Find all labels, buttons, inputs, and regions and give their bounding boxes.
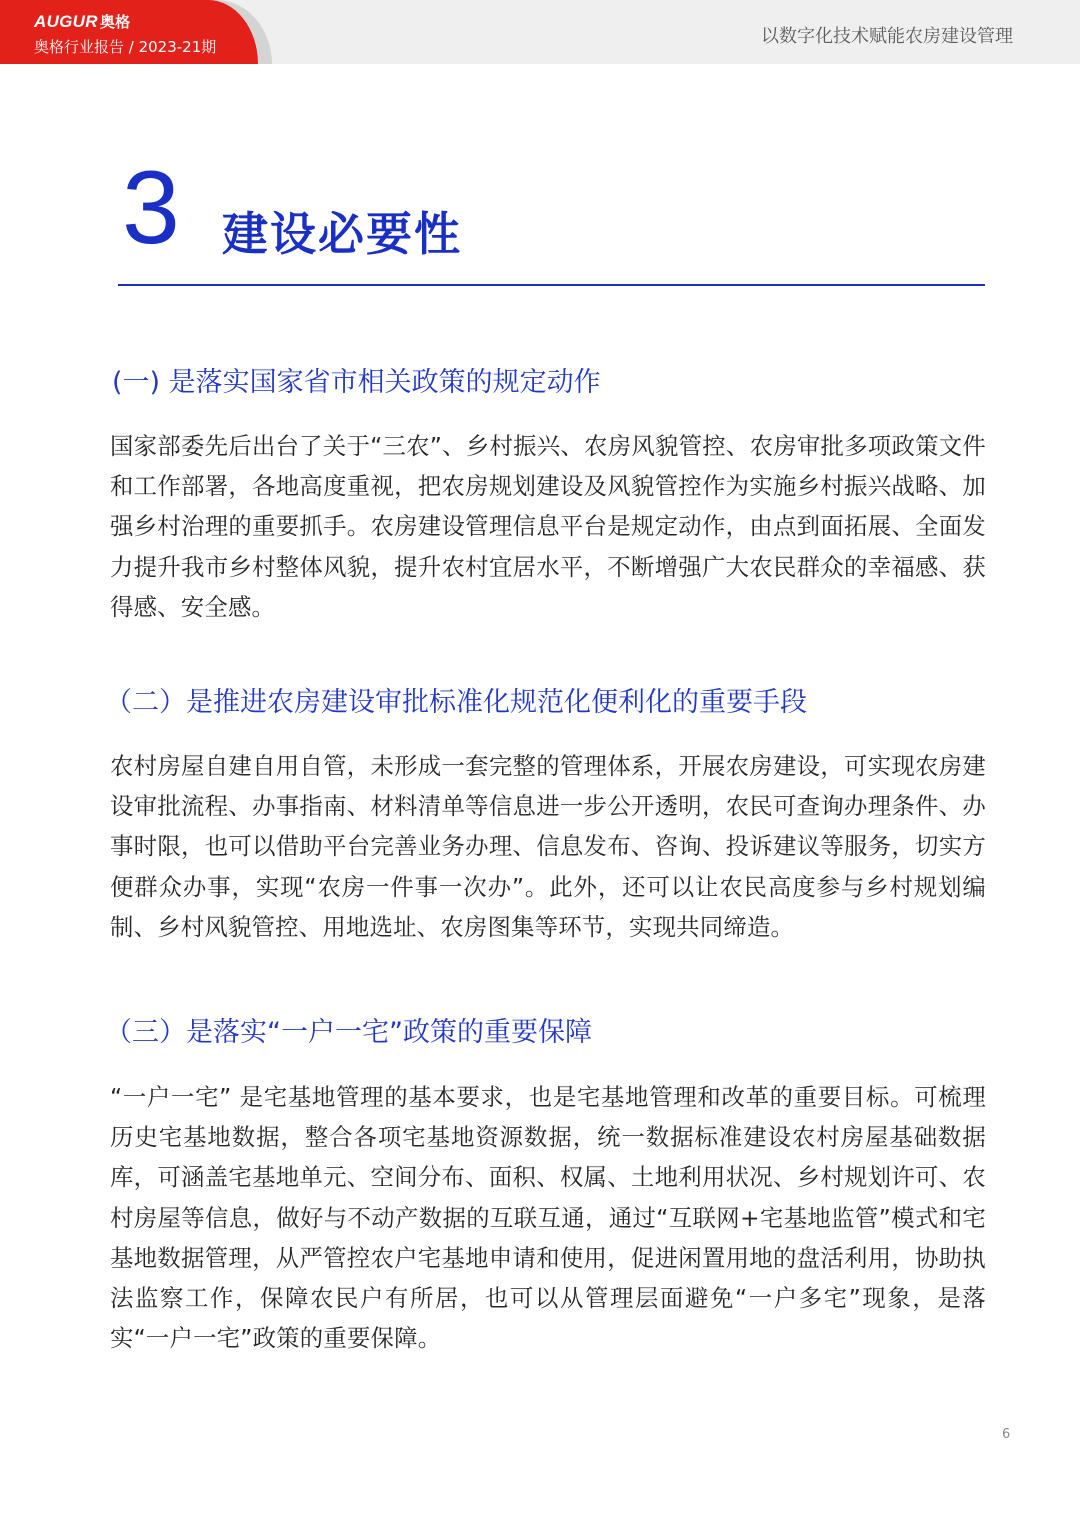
section-heading-2: （二）是推进农房建设审批标准化规范化便利化的重要手段 xyxy=(105,687,807,718)
chapter-title: 建设必要性 xyxy=(222,207,462,261)
document-title: 以数字化技术赋能农房建设管理 xyxy=(761,26,1013,47)
chapter-number: 3 xyxy=(122,150,180,266)
brand-logo-text: AUGUR xyxy=(34,12,98,31)
chapter-divider xyxy=(118,284,985,286)
brand-logo xyxy=(34,11,130,32)
page-header xyxy=(0,0,1080,64)
section-body-3: “一户一宅” 是宅基地管理的基本要求，也是宅基地管理和改革的重要目标。可梳理历史宅基地数据，整合各项宅基地资源数据，统一数据标准建设农村房屋基础数据库，可涵盖宅基地单元、空间分布、面积、权属、土地利用状况、乡村规划许可、农村房屋等信息，做好与不动产数据的互联互通，通过“互联网+宅基地监管”模式和宅基地数据管理，从严管控农户宅基地申请和使用，促进闲置用地的盘活利用，协助执法监察工作，保障农民户有所居，也可以从管理层面避免“一户多宅”现象，是落实“一户一宅”政策的重要保障。 xyxy=(110,1083,986,1353)
brand-tab xyxy=(0,0,258,64)
section-body-2: 农村房屋自建自用自管，未形成一套完整的管理体系，开展农房建设，可实现农房建设审批流程、办事指南、材料清单等信息进一步公开透明，农民可查询办理条件、办事时限，也可以借助平台完善业务办理、信息发布、咨询、投诉建议等服务，切实方便群众办事，实现“农房一件事一次办”。此外，还可以让农民高度参与乡村规划编制、乡村风貌管控、用地选址、农房图集等环节，实现共同缔造。 xyxy=(110,752,986,941)
brand-logo-cn: 奥格 xyxy=(99,14,131,31)
report-label: 奥格行业报告 / 2023-21期 xyxy=(34,38,217,56)
section-body-1: 国家部委先后出台了关于“三农”、乡村振兴、农房风貌管控、农房审批多项政策文件和工作部署，各地高度重视，把农房规划建设及风貌管控作为实施乡村振兴战略、加强乡村治理的重要抓手。农房建设管理信息平台是规定动作，由点到面拓展、全面发力提升我市乡村整体风貌，提升农村宜居水平，不断增强广大农民群众的幸福感、获得感、安全感。 xyxy=(110,432,986,621)
page-number: 6 xyxy=(1002,1427,1011,1442)
section-heading-3: （三）是落实“一户一宅”政策的重要保障 xyxy=(105,1017,592,1048)
section-heading-1: (一) 是落实国家省市相关政策的规定动作 xyxy=(112,367,601,398)
